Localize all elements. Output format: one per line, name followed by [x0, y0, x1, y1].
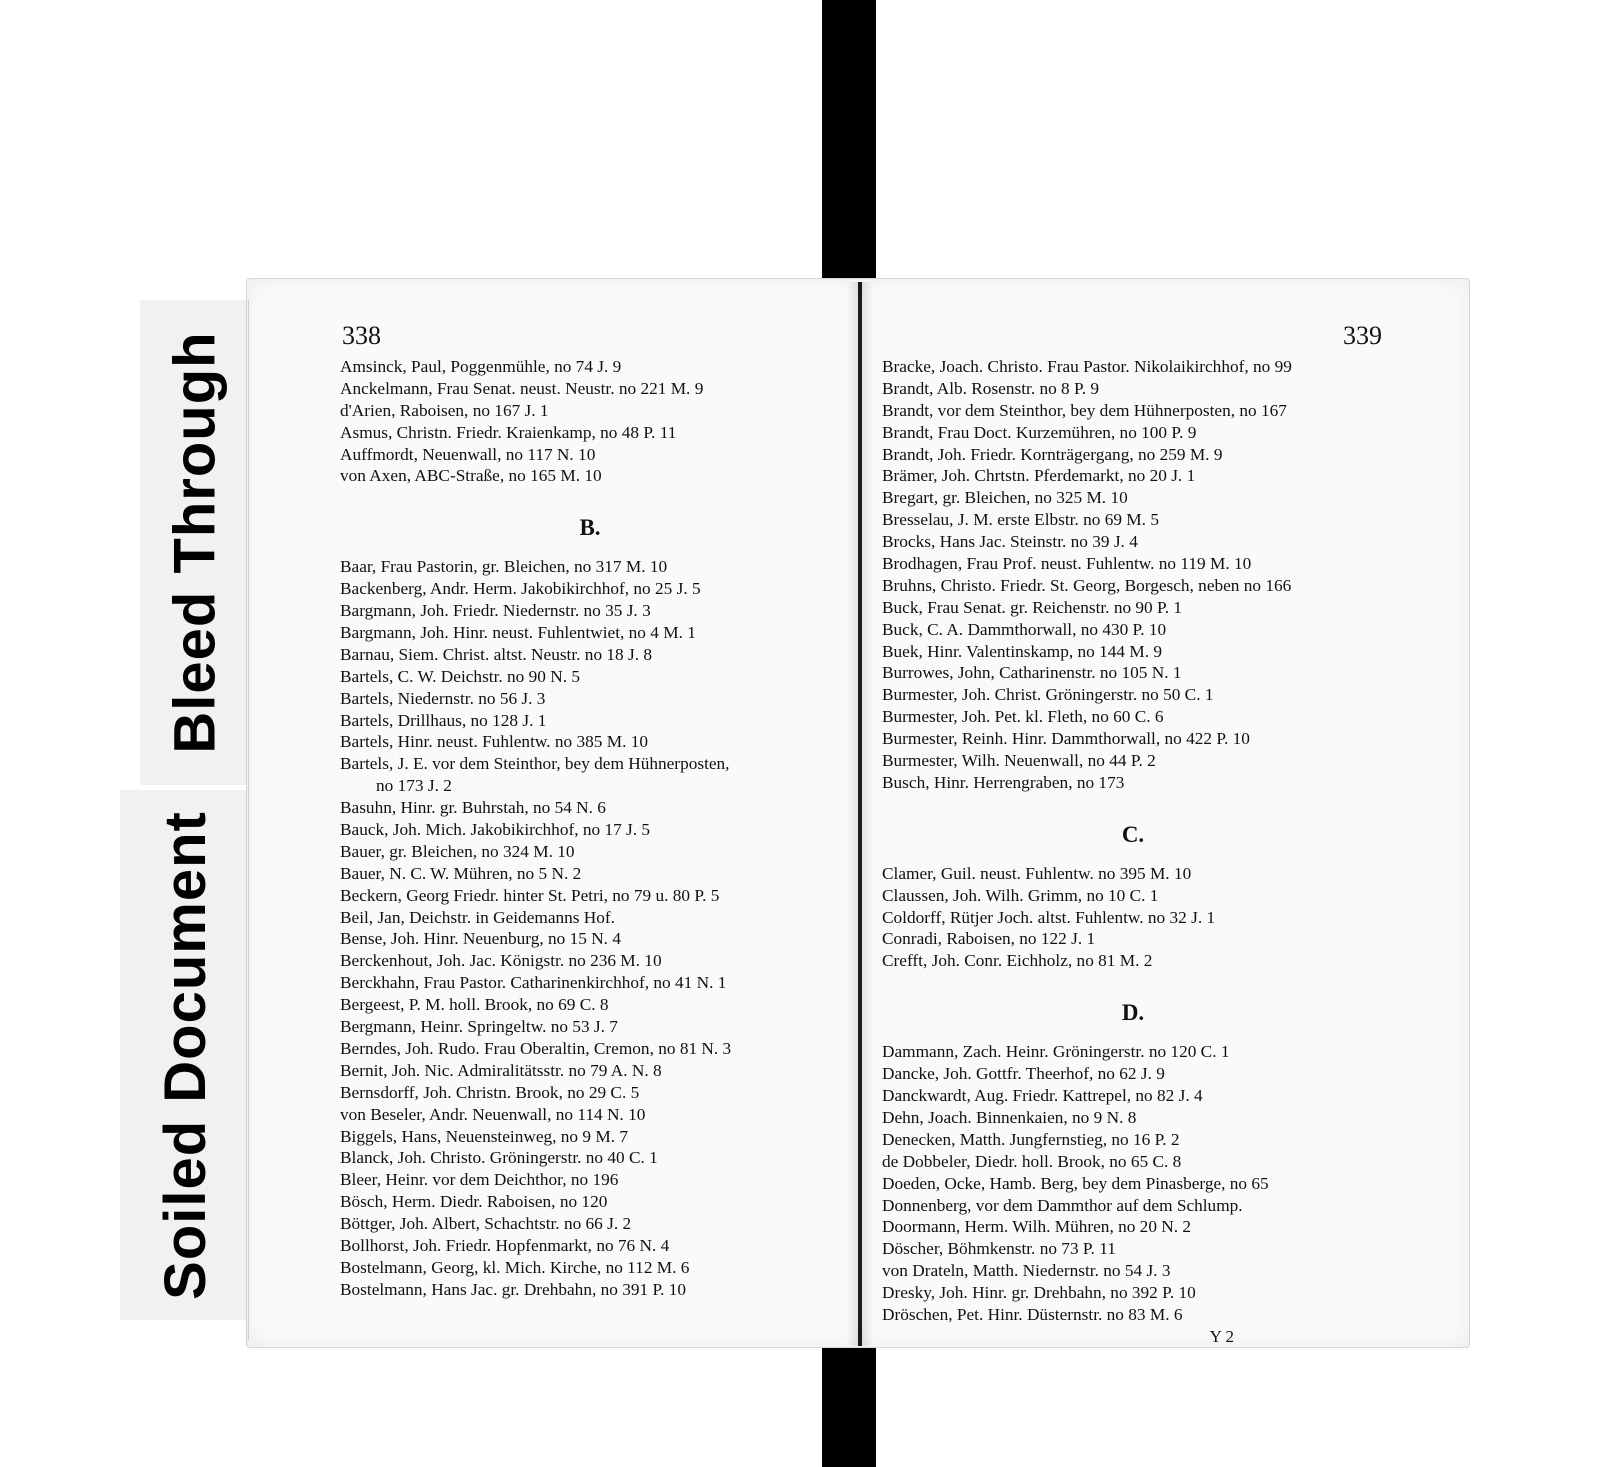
directory-entry: von Axen, ABC-Straße, no 165 M. 10 — [340, 466, 602, 486]
directory-entry: Dammann, Zach. Heinr. Gröningerstr. no 120 C. 1 — [882, 1042, 1230, 1062]
directory-entry: Denecken, Matth. Jungfernstieg, no 16 P. 2 — [882, 1129, 1180, 1149]
directory-entry: Bergeest, P. M. holl. Brook, no 69 C. 8 — [340, 995, 609, 1015]
directory-entry: Blanck, Joh. Christo. Gröningerstr. no 40 C. 1 — [340, 1148, 658, 1168]
soiled-document-notice — [120, 790, 250, 1320]
directory-entry: Dresky, Joh. Hinr. gr. Drehbahn, no 392 P. 10 — [882, 1283, 1196, 1303]
binding-tape-bottom — [822, 1343, 876, 1467]
directory-entry: Bartels, Drillhaus, no 128 J. 1 — [340, 710, 547, 730]
directory-entry: Bleer, Heinr. vor dem Deichthor, no 196 — [340, 1170, 619, 1190]
directory-entry: Bernit, Joh. Nic. Admiralitätsstr. no 79 A. N. 8 — [340, 1060, 662, 1080]
directory-entry: Bregart, gr. Bleichen, no 325 M. 10 — [882, 488, 1128, 508]
directory-entry: Coldorff, Rütjer Joch. altst. Fuhlentw. no 32 J. 1 — [882, 907, 1216, 927]
directory-entry: Asmus, Christn. Friedr. Kraienkamp, no 48 P. 11 — [340, 422, 677, 442]
directory-entry: Crefft, Joh. Conr. Eichholz, no 81 M. 2 — [882, 951, 1153, 971]
directory-entry: Brandt, Joh. Friedr. Kornträgergang, no 259 M. 9 — [882, 444, 1223, 464]
binding-tape-top — [822, 0, 876, 282]
directory-entry: Bartels, Niedernstr. no 56 J. 3 — [340, 688, 546, 708]
directory-entry: Brocks, Hans Jac. Steinstr. no 39 J. 4 — [882, 532, 1138, 552]
directory-entry: Dancke, Joh. Gottfr. Theerhof, no 62 J. 9 — [882, 1064, 1165, 1084]
directory-entry: Burmester, Reinh. Hinr. Dammthorwall, no 422 P. 10 — [882, 729, 1250, 749]
directory-entry: Buck, Frau Senat. gr. Reichenstr. no 90 P. 1 — [882, 597, 1182, 617]
bleed-through-label: Bleed Through — [162, 331, 228, 754]
directory-entry: Baar, Frau Pastorin, gr. Bleichen, no 317 M. 10 — [340, 557, 668, 577]
directory-entry: Bauer, N. C. W. Mühren, no 5 N. 2 — [340, 863, 582, 883]
directory-entry: Auffmordt, Neuenwall, no 117 N. 10 — [340, 444, 596, 464]
directory-entry: Buck, C. A. Dammthorwall, no 430 P. 10 — [882, 619, 1167, 639]
directory-entry: Brämer, Joh. Chrtstn. Pferdemarkt, no 20 J. 1 — [882, 466, 1196, 486]
directory-entry: Bartels, C. W. Deichstr. no 90 N. 5 — [340, 666, 581, 686]
directory-entry: Burmester, Joh. Pet. kl. Fleth, no 60 C. 6 — [882, 707, 1164, 727]
soiled-document-label: Soiled Document — [152, 810, 218, 1300]
directory-entry: Brandt, vor dem Steinthor, bey dem Hühnerposten, no 167 — [882, 400, 1287, 420]
directory-entry: Dehn, Joach. Binnenkaien, no 9 N. 8 — [882, 1107, 1137, 1127]
directory-entry: Busch, Hinr. Herrengraben, no 173 — [882, 772, 1125, 792]
directory-entry: Bruhns, Christo. Friedr. St. Georg, Borgesch, neben no 166 — [882, 575, 1292, 595]
directory-entry: Bauer, gr. Bleichen, no 324 M. 10 — [340, 841, 575, 861]
directory-entry: Burrowes, John, Catharinenstr. no 105 N. 1 — [882, 663, 1182, 683]
catchword-signature: Y 2 — [1209, 1326, 1234, 1346]
directory-entry: Basuhn, Hinr. gr. Buhrstah, no 54 N. 6 — [340, 798, 606, 818]
directory-entry: Donnenberg, vor dem Dammthor auf dem Schlump. — [882, 1195, 1243, 1215]
entries-a — [340, 356, 840, 487]
directory-entry: Bartels, Hinr. neust. Fuhlentw. no 385 M. 10 — [340, 732, 649, 752]
directory-entry: Brandt, Alb. Rosenstr. no 8 P. 9 — [882, 378, 1099, 398]
left-page — [340, 316, 840, 1301]
directory-entry: Bense, Joh. Hinr. Neuenburg, no 15 N. 4 — [340, 929, 621, 949]
directory-entry: Bargmann, Joh. Hinr. neust. Fuhlentwiet, no 4 M. 1 — [340, 623, 696, 643]
right-page-number: 339 — [1343, 321, 1382, 350]
directory-entry: Berckhahn, Frau Pastor. Catharinenkirchhof, no 41 N. 1 — [340, 973, 727, 993]
directory-entry: Doormann, Herm. Wilh. Mühren, no 20 N. 2 — [882, 1217, 1192, 1237]
directory-entry: Berckenhout, Joh. Jac. Königstr. no 236 M. 10 — [340, 951, 662, 971]
directory-entry: Beil, Jan, Deichstr. in Geidemanns Hof. — [340, 907, 616, 927]
directory-entry: Clamer, Guil. neust. Fuhlentw. no 395 M. 10 — [882, 863, 1192, 883]
directory-entry: Bresselau, J. M. erste Elbstr. no 69 M. 5 — [882, 510, 1159, 530]
directory-entry: Backenberg, Andr. Herm. Jakobikirchhof, no 25 J. 5 — [340, 579, 701, 599]
directory-entry: Brandt, Frau Doct. Kurzemühren, no 100 P. 9 — [882, 422, 1197, 442]
directory-entry: Bargmann, Joh. Friedr. Niedernstr. no 35 J. 3 — [340, 601, 651, 621]
directory-entry: Bostelmann, Hans Jac. gr. Drehbahn, no 391 P. 10 — [340, 1279, 687, 1299]
directory-entry: Claussen, Joh. Wilh. Grimm, no 10 C. 1 — [882, 885, 1159, 905]
directory-entry: Biggels, Hans, Neuensteinweg, no 9 M. 7 — [340, 1126, 628, 1146]
directory-entry: Dröschen, Pet. Hinr. Düsternstr. no 83 M. 6 — [882, 1304, 1183, 1324]
directory-entry: Amsinck, Paul, Poggenmühle, no 74 J. 9 — [340, 357, 622, 376]
entries-c — [882, 863, 1384, 972]
directory-entry: Burmester, Joh. Christ. Gröningerstr. no 50 C. 1 — [882, 685, 1214, 705]
directory-entry: Bracke, Joach. Christo. Frau Pastor. Nikolaikirchhof, no 99 — [882, 357, 1292, 376]
directory-entry: Beckern, Georg Friedr. hinter St. Petri, no 79 u. 80 P. 5 — [340, 885, 720, 905]
directory-entry: Bergmann, Heinr. Springeltw. no 53 J. 7 — [340, 1017, 618, 1037]
left-page-number: 338 — [342, 321, 381, 350]
directory-entry: von Beseler, Andr. Neuenwall, no 114 N. 10 — [340, 1104, 646, 1124]
directory-entry: Bösch, Herm. Diedr. Raboisen, no 120 — [340, 1192, 608, 1212]
directory-entry: Burmester, Wilh. Neuenwall, no 44 P. 2 — [882, 751, 1156, 771]
entries-d — [882, 1041, 1384, 1326]
book-page-edges — [246, 300, 263, 1340]
directory-entry: Berndes, Joh. Rudo. Frau Oberaltin, Cremon, no 81 N. 3 — [340, 1038, 732, 1058]
directory-entry: Böttger, Joh. Albert, Schachtstr. no 66 J. 2 — [340, 1214, 632, 1234]
directory-entry: Bostelmann, Georg, kl. Mich. Kirche, no 112 M. 6 — [340, 1257, 690, 1277]
directory-entry: Doeden, Ocke, Hamb. Berg, bey dem Pinasberge, no 65 — [882, 1173, 1269, 1193]
book-gutter — [858, 282, 862, 1346]
bleed-through-notice — [140, 300, 250, 785]
directory-entry: Brodhagen, Frau Prof. neust. Fuhlentw. no 119 M. 10 — [882, 554, 1252, 574]
directory-entry: d'Arien, Raboisen, no 167 J. 1 — [340, 400, 549, 420]
directory-entry: Döscher, Böhmkenstr. no 73 P. 11 — [882, 1239, 1116, 1259]
directory-entry: Conradi, Raboisen, no 122 J. 1 — [882, 929, 1096, 949]
entries-b-right — [882, 356, 1384, 794]
directory-entry: no 173 J. 2 — [376, 776, 452, 796]
directory-entry: von Drateln, Matth. Niedernstr. no 54 J. 3 — [882, 1261, 1171, 1281]
directory-entry: Buek, Hinr. Valentinskamp, no 144 M. 9 — [882, 641, 1163, 661]
directory-entry: Bartels, J. E. vor dem Steinthor, bey dem Hühnerposten, — [340, 754, 730, 774]
section-heading-b: B. — [579, 515, 601, 541]
directory-entry: de Dobbeler, Diedr. holl. Brook, no 65 C. 8 — [882, 1151, 1182, 1171]
directory-entry: Barnau, Siem. Christ. altst. Neustr. no 18 J. 8 — [340, 644, 653, 664]
directory-entry: Bauck, Joh. Mich. Jakobikirchhof, no 17 J. 5 — [340, 820, 651, 840]
directory-entry: Bernsdorff, Joh. Christn. Brook, no 29 C. 5 — [340, 1082, 640, 1102]
section-heading-d: D. — [1121, 1000, 1145, 1026]
right-page — [882, 316, 1384, 1348]
directory-entry: Anckelmann, Frau Senat. neust. Neustr. no 221 M. 9 — [340, 378, 704, 398]
directory-entry: Bollhorst, Joh. Friedr. Hopfenmarkt, no 76 N. 4 — [340, 1235, 670, 1255]
entries-b-left — [340, 556, 840, 1300]
directory-entry: Danckwardt, Aug. Friedr. Kattrepel, no 82 J. 4 — [882, 1086, 1203, 1106]
section-heading-c: C. — [1121, 821, 1145, 847]
